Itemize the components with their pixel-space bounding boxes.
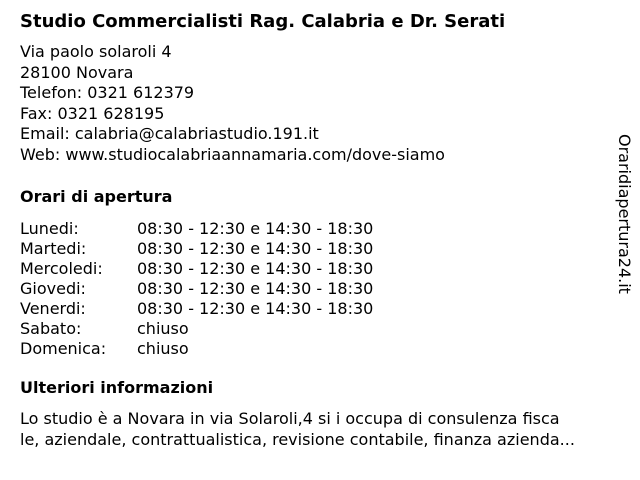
business-card [20, 10, 620, 450]
info-line: le, aziendale, contrattualistica, revisione contabile, finanza azienda... [20, 430, 575, 449]
day-hours: 08:30 - 12:30 e 14:30 - 18:30 [137, 219, 374, 238]
hours-row-saturday [20, 319, 373, 339]
opening-hours-table [20, 219, 373, 359]
hours-row-thursday [20, 279, 373, 299]
hours-row-sunday [20, 339, 373, 359]
day-label: Venerdi: [20, 299, 86, 318]
additional-info-heading: Ulteriori informazioni [20, 378, 214, 397]
info-line: Lo studio è a Novara in via Solaroli,4 si i occupa di consulenza fisca [20, 409, 560, 428]
day-hours: chiuso [137, 339, 189, 358]
day-label: Martedi: [20, 239, 87, 258]
day-hours: 08:30 - 12:30 e 14:30 - 18:30 [137, 299, 374, 318]
hours-row-friday [20, 299, 373, 319]
fax-number: Fax: 0321 628195 [20, 103, 165, 123]
email-address: Email: calabria@calabriastudio.191.it [20, 124, 319, 143]
day-hours: 08:30 - 12:30 e 14:30 - 18:30 [137, 279, 374, 298]
hours-row-monday [20, 219, 373, 239]
hours-row-tuesday [20, 239, 373, 259]
site-watermark: Oraridiapertura24.it [615, 134, 634, 294]
website-url: Web: www.studiocalabriaannamaria.com/dove-siamo [20, 144, 445, 164]
day-hours: chiuso [137, 319, 189, 338]
business-name: Studio Commercialisti Rag. Calabria e Dr. Serati [20, 11, 506, 32]
day-label: Domenica: [20, 339, 107, 358]
contact-block [20, 42, 620, 165]
day-hours: 08:30 - 12:30 e 14:30 - 18:30 [137, 239, 374, 258]
day-label: Sabato: [20, 319, 82, 338]
day-label: Giovedi: [20, 279, 86, 298]
day-label: Mercoledi: [20, 259, 103, 278]
opening-hours-heading: Orari di apertura [20, 187, 173, 206]
phone-number: Telefon: 0321 612379 [20, 83, 195, 102]
day-label: Lunedi: [20, 219, 79, 238]
address-city: 28100 Novara [20, 62, 134, 82]
address-street: Via paolo solaroli 4 [20, 42, 172, 61]
additional-info-text [20, 408, 630, 450]
hours-row-wednesday [20, 259, 373, 279]
day-hours: 08:30 - 12:30 e 14:30 - 18:30 [137, 259, 374, 278]
